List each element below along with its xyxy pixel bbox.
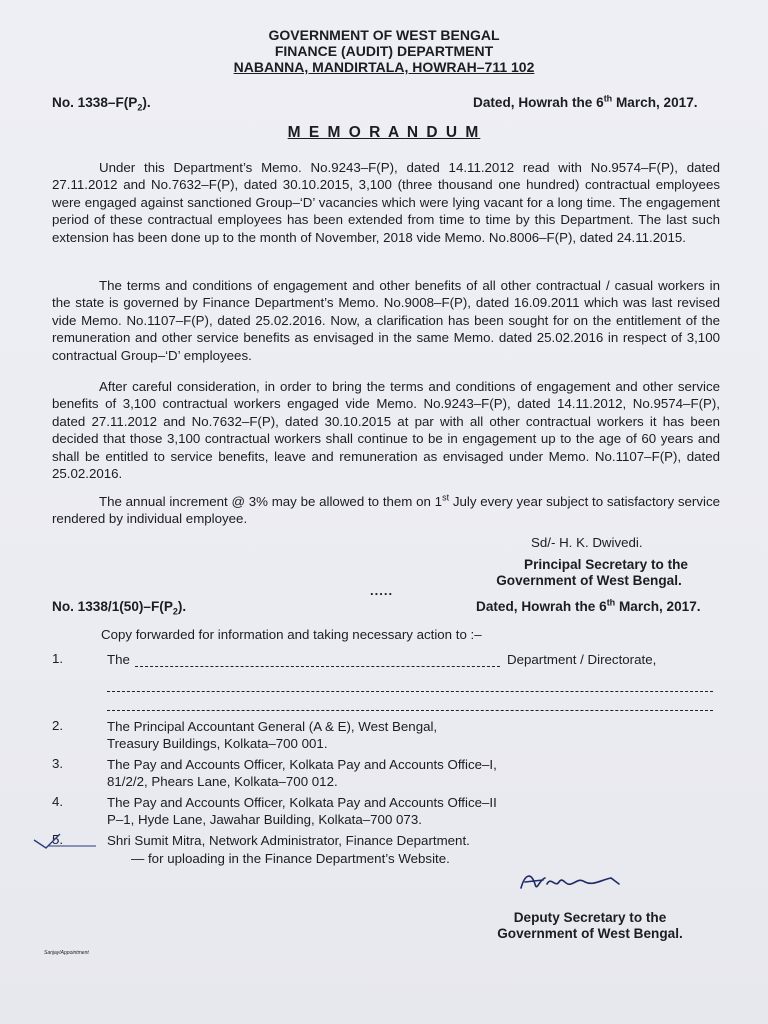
blank-line (107, 691, 713, 692)
item-number: 1. (52, 651, 64, 666)
signatory-title-line2: Government of West Bengal. (496, 573, 682, 588)
copy-forwarded-line: Copy forwarded for information and taking necessary action to :– (101, 627, 482, 642)
memo-number: No. $1338-F(P_2)$. (52, 95, 151, 113)
item-number: 4. (52, 794, 64, 809)
signed-by: Sd/- H. K. Dwivedi. (531, 535, 643, 550)
deputy-title-line2: Government of West Bengal. (497, 926, 683, 941)
memo-number-2: No. $1338/1(50)-F(P_2)$. (52, 599, 187, 617)
item-5-line1: Shri Sumit Mitra, Network Administrator, Finance Department. (107, 833, 470, 848)
separator-dots: ..... (370, 583, 394, 598)
item-3-line2: 81/2/2, Phears Lane, Kolkata–700 012. (107, 774, 338, 789)
memorandum-title: M E M O R A N D U M (287, 124, 481, 141)
checkmark-icon (30, 826, 100, 856)
paragraph-1: Under this Department’s Memo. No.9243–F(P), dated 14.11.2012 read with No.9574–F(P), dated 27.11.2012 and No.7632–F(P), dated 30.10.2015, 3,100 (three thousand one hundred) contractual employees were engaged against sanctioned Group–‘D’ vacancies which were lying vacant for a long time. The engagement period of these contractual employees has been extended from time to time by this Department. The last such extension has been done up to the month of November, 2018 vide Memo. No.8006–F(P), dated 24.11.2015. (52, 160, 720, 245)
footer-note: Sanjay/Appointment (44, 950, 89, 956)
item-4-line2: P–1, Hyde Lane, Jawahar Building, Kolkata–700 073. (107, 812, 422, 827)
item-2-line1: The Principal Accountant General (A & E), West Bengal, (107, 719, 438, 734)
item-1-tail: Department / Directorate, (507, 652, 657, 667)
item-4-line1: The Pay and Accounts Officer, Kolkata Pay and Accounts Office–II (107, 795, 497, 810)
paragraph-4: The annual increment @ 3% may be allowed to them on 1st July every year subject to satisfactory service rendered by individual employee. (52, 492, 720, 527)
item-5-line2: — for uploading in the Finance Department’s Website. (131, 851, 450, 866)
item-number: 5. (52, 832, 64, 847)
handwritten-signature-icon (515, 866, 625, 900)
item-number: 3. (52, 756, 64, 771)
deputy-title-line1: Deputy Secretary to the (513, 910, 667, 925)
item-3-line1: The Pay and Accounts Officer, Kolkata Pay and Accounts Office–I, (107, 757, 497, 772)
header-department: FINANCE (AUDIT) DEPARTMENT (274, 43, 494, 59)
blank-line (135, 666, 500, 667)
paragraph-2: The terms and conditions of engagement and other benefits of all other contractual / casual workers in the state is governed by Finance Department’s Memo. No.9008–F(P), dated 16.09.2011 which was last revised vide Memo. No.1107–F(P), dated 25.02.2016. Now, a clarification has been sought for on the entitlement of the remuneration and other service benefits as envisaged in the same Memo. dated 25.02.2016 in respect of 3,100 contractual Group–‘D’ employees. (52, 278, 720, 363)
blank-line (107, 710, 713, 711)
item-number: 2. (52, 718, 64, 733)
paragraph-3: After careful consideration, in order to bring the terms and conditions of engagement and other service benefits of 3,100 contractual workers engaged vide Memo. No.9243–F(P), dated 14.11.2012, No.9574–F(P), dated 27.11.2012 and No.7632–F(P), dated 30.10.2015 at par with all other contractual workers it has been decided that those 3,100 contractual workers shall continue to be in engagement up to the age of 60 years and shall be entitled to service benefits, leave and remuneration as envisaged under Memo. No.1107–F(P), dated 25.02.2016. (52, 379, 720, 482)
memo-date: Dated, Howrah the 6th March, 2017. (473, 93, 698, 110)
header-government: GOVERNMENT OF WEST BENGAL (268, 27, 500, 43)
item-2-line2: Treasury Buildings, Kolkata–700 001. (107, 736, 328, 751)
header-address: NABANNA, MANDIRTALA, HOWRAH–711 102 (233, 59, 535, 75)
signatory-title-line1: Principal Secretary to the (524, 557, 688, 572)
memo-date-2: Dated, Howrah the 6th March, 2017. (476, 597, 701, 614)
item-1-lead: The (107, 652, 130, 667)
